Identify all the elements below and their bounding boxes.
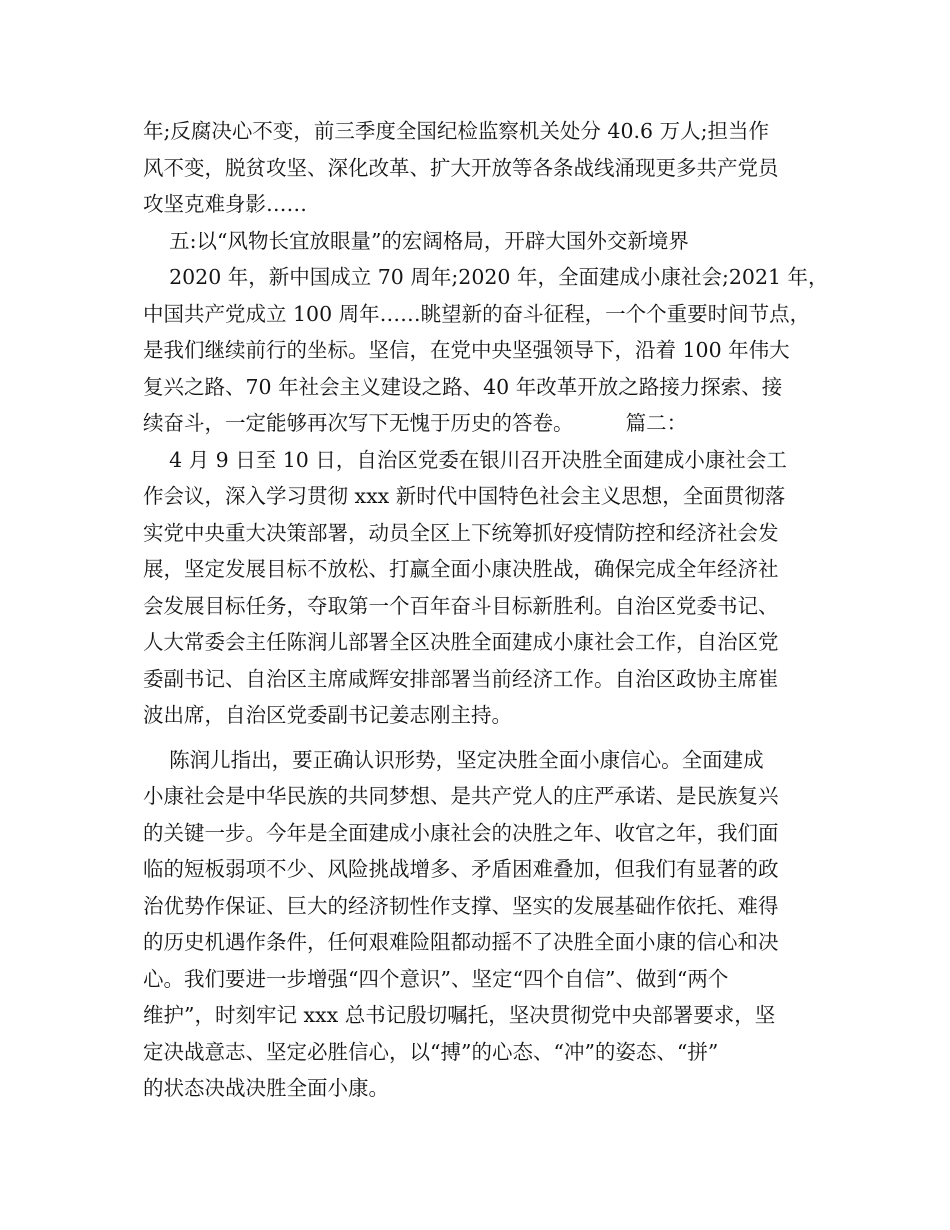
text-line: 作会议，深入学习贯彻 xxx 新时代中国特色社会主义思想，全面贯彻落 (143, 484, 786, 508)
text-line: 2020 年，新中国成立 70 周年;2020 年，全面建成小康社会;2021 年， (143, 265, 829, 289)
document-body (143, 113, 843, 1107)
text-line: 展，坚定发展目标不放松、打赢全面小康决胜战，确保完成全年经济社 (143, 557, 779, 581)
text-line: 实党中央重大决策部署，动员全区上下统筹抓好疫情防控和经济社会发 (143, 520, 779, 545)
text-line: 波出席，自治区党委副书记姜志刚主持。 (143, 703, 512, 727)
text-line: 小康社会是中华民族的共同梦想、是共产党人的庄严承诺、是民族复兴 (143, 784, 779, 808)
text-line: 定决战意志、坚定必胜信心，以“搏”的心态、“冲”的姿态、“拼” (143, 1039, 719, 1064)
text-line: 复兴之路、70 年社会主义建设之路、40 年改革开放之路接力探索、接 (143, 374, 783, 399)
text-line: 年;反腐决心不变，前三季度全国纪检监察机关处分 40.6 万人;担当作 (143, 119, 769, 143)
text-line: 陈润儿指出，要正确认识形势，坚定决胜全面小康信心。全面建成 (143, 747, 764, 772)
text-line: 委副书记、自治区主席咸辉安排部署当前经济工作。自治区政协主席崔 (143, 666, 779, 691)
text-line: 心。我们要进一步增强“四个意识”、坚定“四个自信”、做到“两个 (143, 966, 729, 991)
text-line: 是我们继续前行的坐标。坚信，在党中央坚强领导下，沿着 100 年伟大 (143, 338, 790, 362)
text-line: 4 月 9 日至 10 日，自治区党委在银川召开决胜全面建成小康社会工 (143, 447, 787, 472)
text-line: 人大常委会主任陈润儿部署全区决胜全面建成小康社会工作，自治区党 (143, 630, 779, 654)
text-line: 续奋斗，一定能够再次写下无愧于历史的答卷。 篇二： (143, 411, 688, 435)
text-line: 攻坚克难身影…… (143, 192, 307, 216)
text-line: 临的短板弱项不少、风险挑战增多、矛盾困难叠加，但我们有显著的政 (143, 857, 779, 881)
text-line: 的关键一步。今年是全面建成小康社会的决胜之年、收官之年，我们面 (143, 820, 779, 845)
text-line: 中国共产党成立 100 周年……眺望新的奋斗征程，一个个重要时间节点， (143, 301, 811, 326)
text-line: 维护”，时刻牢记 xxx 总书记殷切嘱托，坚决贯彻党中央部署要求，坚 (143, 1003, 776, 1027)
text-line: 风不变，脱贫攻坚、深化改革、扩大开放等各条战线涌现更多共产党员 (143, 155, 779, 180)
paragraph-gap (143, 734, 843, 742)
text-line: 治优势作保证、巨大的经济韧性作支撑、坚实的发展基础作依托、难得 (143, 893, 779, 918)
text-line: 的状态决战决胜全面小康。 (143, 1076, 389, 1100)
text-line: 的历史机遇作条件，任何艰难险阻都动摇不了决胜全面小康的信心和决 (143, 930, 779, 954)
section-heading: 五:以“风物长宜放眼量”的宏阔格局，开辟大国外交新境界 (143, 228, 689, 253)
text-line: 会发展目标任务，夺取第一个百年奋斗目标新胜利。自治区党委书记、 (143, 593, 779, 618)
